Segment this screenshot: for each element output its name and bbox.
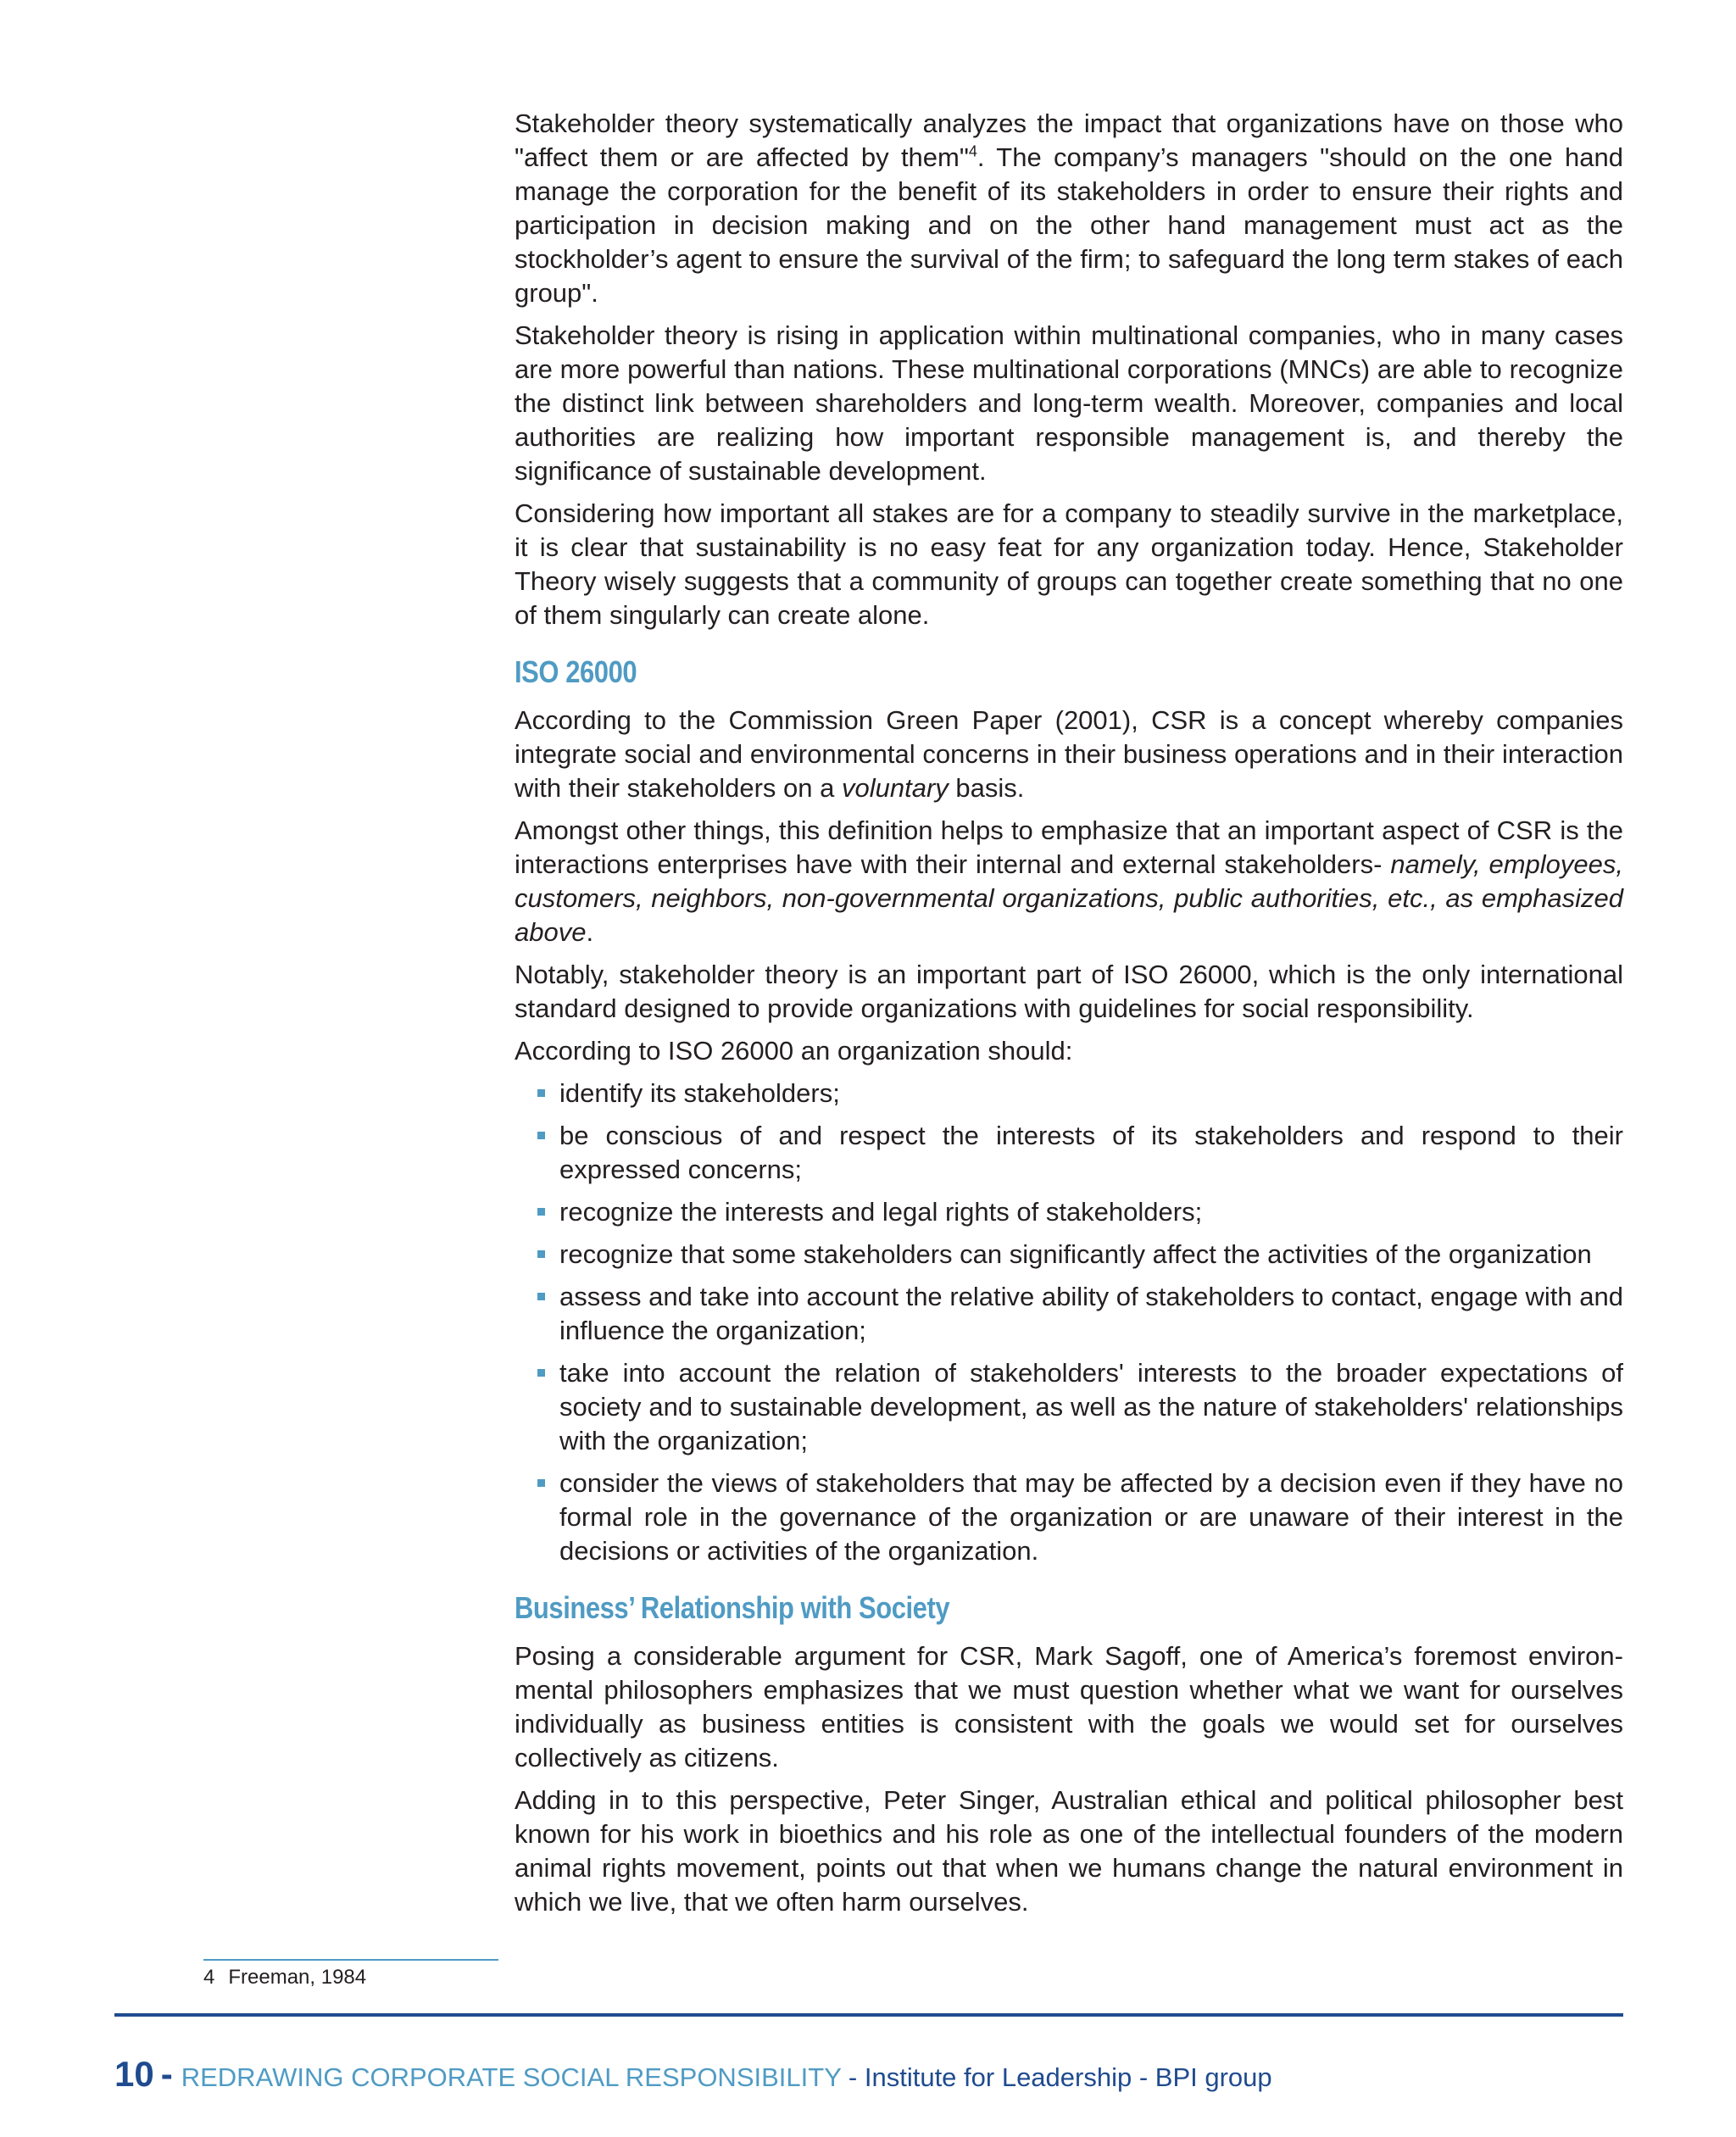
square-bullet-icon: [537, 1479, 545, 1487]
paragraph-multinationals: Stakeholder theory is rising in application within multinational companies, who in many cases are more powerful than nations. These multinational corporations (MNCs) are able to recognize the distinct link between shareholders and long-term wealth. Moreover, companies and local authorities are realizing how important responsible management is, and thereby the significance of sustainable development.: [515, 320, 1623, 486]
square-bullet-icon: [537, 1250, 545, 1258]
list-item-text: recognize the interests and legal rights of stakeholders;: [559, 1197, 1203, 1227]
square-bullet-icon: [537, 1132, 545, 1139]
footnote-number: 4: [203, 1966, 215, 1989]
paragraph-iso-should: According to ISO 26000 an organization should:: [515, 1036, 1073, 1066]
list-item: [515, 1238, 1623, 1272]
square-bullet-icon: [537, 1293, 545, 1300]
list-item: [515, 1195, 1623, 1229]
footer-separator: -: [160, 2054, 173, 2094]
footnote-divider: [203, 1959, 498, 1961]
paragraph-text: Amongst other things, this definition helps to emphasize that an important aspect of CSR is the interactions enterprises have with their internal and external stakeholders-: [515, 815, 1623, 879]
list-item: [515, 1119, 1623, 1187]
paragraph-text: .: [586, 917, 594, 947]
list-item: [515, 1280, 1623, 1348]
list-item-text: take into account the relation of stakeholders' interests to the broader expectations of society and to sustainable development, as well as the nature of stakeholders' relationships with the organization;: [559, 1358, 1623, 1455]
list-item-text: be conscious of and respect the interests of its stakeholders and respond to their expressed concerns;: [559, 1121, 1623, 1184]
main-text-column: [515, 107, 1623, 1928]
footer-divider: [114, 2013, 1623, 2017]
paragraph-singer: Adding in to this perspective, Peter Singer, Australian ethical and political philosopher best known for his work in bioethics and his role as one of the intellectual founders of the modern animal rights movement, points out that when we humans change the natural environment in which we live, that we often harm ourselves.: [515, 1785, 1623, 1917]
iso-requirements-list: [515, 1077, 1623, 1568]
paragraph-sagoff: Posing a considerable argument for CSR, Mark Sagoff, one of America’s foremost environmental philosophers emphasizes that we must question whether what we want for ourselves individually as business entities is consistent with the goals we would set for ourselves collectively as citizens.: [515, 1641, 1623, 1772]
publication-title: REDRAWING CORPORATE SOCIAL RESPONSIBILITY: [181, 2062, 842, 2092]
footnote-reference[interactable]: 4: [968, 142, 977, 160]
footnote: [203, 1965, 366, 1990]
square-bullet-icon: [537, 1089, 545, 1097]
list-item-text: consider the views of stakeholders that may be affected by a decision even if they have no formal role in the governance of the organization or are unaware of their interest in the decisions or activities of the organization.: [559, 1468, 1623, 1566]
emphasis-text: namely, employees, customers, neighbors, non-governmental organizations, public authorities, etc., as emphasized above: [515, 849, 1623, 947]
footnote-text: Freeman, 1984: [228, 1966, 367, 1989]
list-item-text: assess and take into account the relative ability of stakeholders to contact, engage with and influence the organization;: [559, 1282, 1623, 1345]
paragraph-text: . The company’s managers "should on the one hand manage the corporation for the benefit of its stakeholders in order to ensure their rights and participation in decision making and on the other hand management must act as the stockholder’s agent to ensure the survival of the firm; to safeguard the long term stakes of each group".: [515, 142, 1623, 308]
paragraph-text: Stakeholder theory systematically analyzes the impact that organizations have on those who "affect them or are affected by them": [515, 109, 1623, 172]
paragraph-text: basis.: [948, 773, 1025, 803]
list-item: [515, 1356, 1623, 1458]
list-item-text: recognize that some stakeholders can significantly affect the activities of the organization: [559, 1239, 1592, 1269]
square-bullet-icon: [537, 1208, 545, 1216]
list-item-text: identify its stakeholders;: [559, 1078, 840, 1108]
list-item: [515, 1466, 1623, 1568]
square-bullet-icon: [537, 1369, 545, 1377]
paragraph-stakeholder-theory-intro: [515, 107, 1623, 310]
list-item: [515, 1077, 1623, 1110]
section-heading-business-society: Business’ Relationship with Society: [515, 1590, 950, 1625]
publication-source: - Institute for Leadership - BPI group: [841, 2062, 1272, 2092]
paragraph-text: According to the Commission Green Paper (2001), CSR is a concept whereby companies integrate social and environmental concerns in their business operations and in their interaction with their stakeholders on a: [515, 705, 1623, 803]
section-heading-iso-26000: ISO 26000: [515, 654, 637, 689]
page-footer: [114, 2056, 1272, 2096]
paragraph-green-paper: [515, 704, 1623, 805]
paragraph-sustainability: Considering how important all stakes are for a company to steadily survive in the marketplace, it is clear that sustainability is no easy feat for any organization today. Hence, Stakeholder Theory wisely suggests that a community of groups can together create something that no one of them singularly can create alone.: [515, 498, 1623, 630]
page-number: 10: [114, 2054, 154, 2094]
paragraph-iso-standard: Notably, stakeholder theory is an important part of ISO 26000, which is the only international standard designed to provide organizations with guidelines for social responsibility.: [515, 960, 1623, 1023]
paragraph-definition: [515, 814, 1623, 949]
emphasis-text: voluntary: [842, 773, 949, 803]
